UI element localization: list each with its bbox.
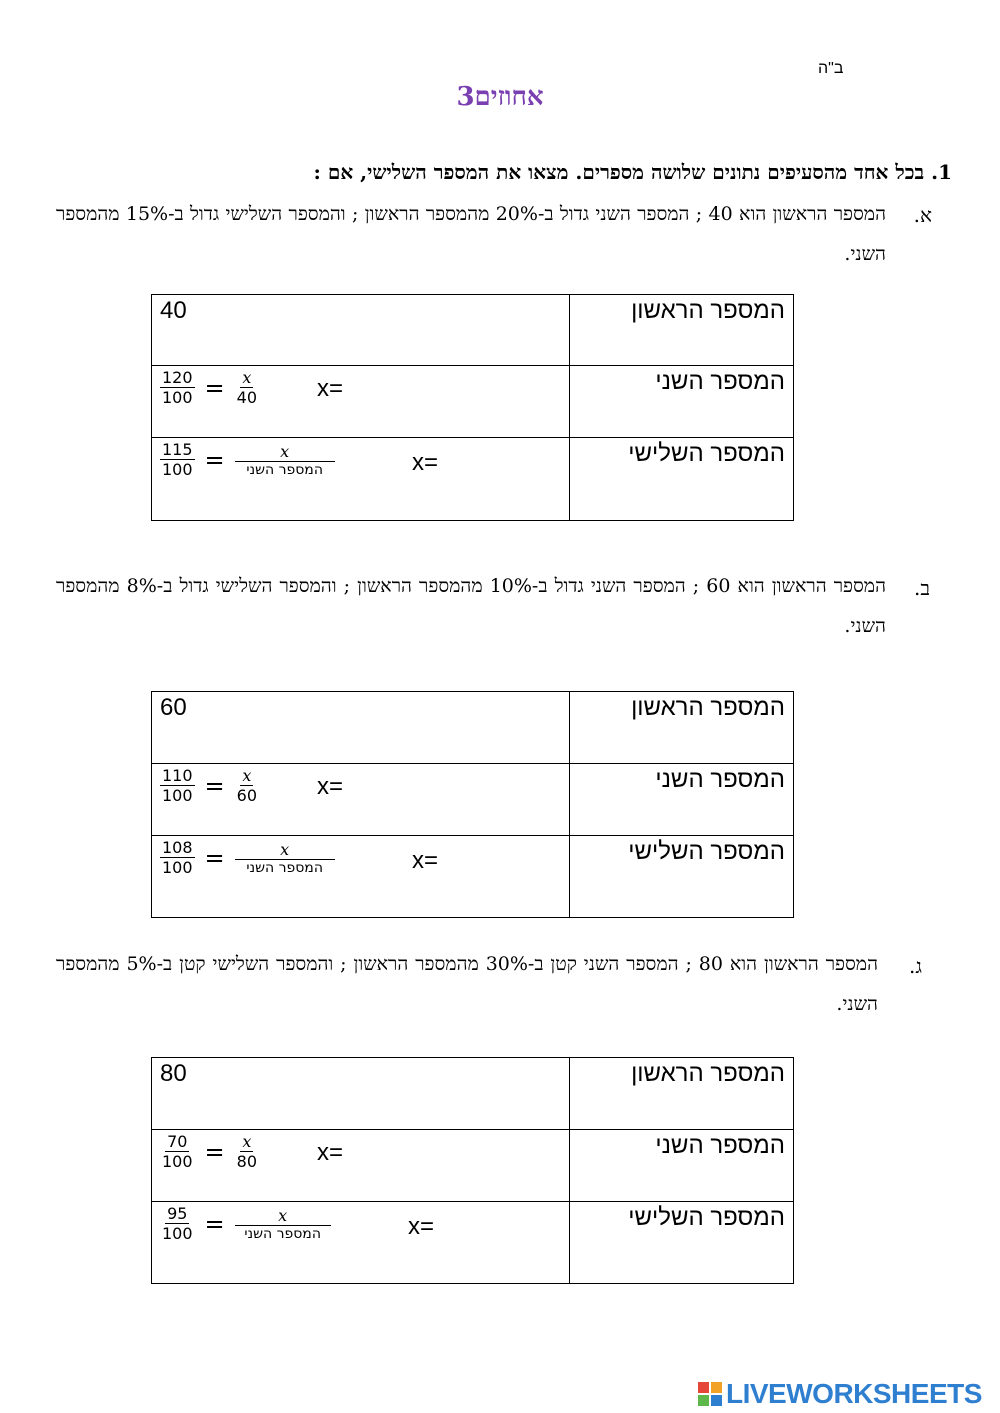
percent-fraction: $\frac{108}{100}$ [162,838,193,877]
first-number-value: 60 [160,694,187,721]
section-c-table [151,1057,794,1284]
third-number-answer-input[interactable]: x= [412,847,439,874]
unknown-fraction: $\frac{x}{\text{המספר השני}}$ [235,1206,331,1242]
second-number-row [152,1130,794,1202]
first-number-label: המספר הראשון [570,692,794,764]
unknown-fraction: $\frac{x}{\text{המספר השני}}$ [235,442,335,478]
first-number-value-cell [152,1058,570,1130]
third-number-answer-input[interactable]: x= [408,1213,435,1240]
second-number-equation [152,366,569,409]
percent-fraction: $\frac{120}{100}$ [162,368,193,407]
unknown-fraction: $\frac{x}{80}$ [236,1132,258,1171]
second-number-value-cell [152,764,570,836]
percent-fraction: $\frac{115}{100}$ [162,440,193,479]
equals-sign: = [204,771,225,800]
percent-fraction: $\frac{110}{100}$ [162,766,193,805]
section-a-text: המספר הראשון הוא 40 ; המספר השני גדול ב-20% מהמספר הראשון ; והמספר השלישי גדול ב-15% מהמספר השני. [56,203,887,265]
second-number-label: המספר השני [570,764,794,836]
second-number-label: המספר השני [570,1130,794,1202]
liveworksheets-logo[interactable] [698,1378,982,1410]
percent-fraction: $\frac{70}{100}$ [162,1132,193,1171]
first-number-value: 40 [160,297,187,324]
equals-sign: = [204,445,225,474]
first-number-row [152,1058,794,1130]
second-number-equation [152,764,569,807]
section-b-table [151,691,794,918]
third-number-equation [152,438,569,481]
first-number-label: המספר הראשון [570,295,794,366]
section-b-letter: ב. [914,576,930,600]
second-number-value-cell [152,366,570,438]
second-number-row [152,366,794,438]
second-number-answer-input[interactable]: x= [317,1139,344,1166]
equals-sign: = [204,1137,225,1166]
third-number-row [152,836,794,918]
first-number-row [152,692,794,764]
equals-sign: = [204,373,225,402]
second-number-answer-input[interactable]: x= [317,375,344,402]
first-number-value-cell [152,295,570,366]
section-a-letter: א. [913,203,932,227]
percent-fraction: $\frac{95}{100}$ [162,1204,193,1243]
first-number-label: המספר הראשון [570,1058,794,1130]
page-title: אחוזים3 [456,82,544,112]
third-number-label: המספר השלישי [570,836,794,918]
third-number-row [152,1202,794,1284]
second-number-equation [152,1130,569,1173]
first-number-value: 80 [160,1060,187,1087]
equals-sign: = [204,1209,225,1238]
equals-sign: = [204,843,225,872]
first-number-row [152,295,794,366]
question-number: 1. [931,160,952,184]
logo-mark-icon [698,1382,722,1406]
section-b-text: המספר הראשון הוא 60 ; המספר השני גדול ב-10% מהמספר הראשון ; והמספר השלישי גדול ב-8% מהמספר השני. [56,575,887,637]
third-number-row [152,438,794,521]
unknown-fraction: $\frac{x}{60}$ [236,766,258,805]
third-number-answer-input[interactable]: x= [412,449,439,476]
section-c-text: המספר הראשון הוא 80 ; המספר השני קטן ב-30% מהמספר הראשון ; והמספר השלישי קטן ב-5% מהמספר השני. [56,953,879,1015]
question-heading [314,160,953,185]
second-number-value-cell [152,1130,570,1202]
second-number-label: המספר השני [570,366,794,438]
first-number-value-cell [152,692,570,764]
logo-text: LIVEWORKSHEETS [726,1378,982,1409]
header-bh: ב"ה [818,60,844,77]
second-number-answer-input[interactable]: x= [317,773,344,800]
third-number-label: המספר השלישי [570,1202,794,1284]
third-number-equation [152,1202,569,1245]
section-a-table [151,294,794,521]
unknown-fraction: $\frac{x}{40}$ [236,368,258,407]
second-number-row [152,764,794,836]
unknown-fraction: $\frac{x}{\text{המספר השני}}$ [235,840,335,876]
section-c-letter: ג. [909,954,922,978]
third-number-value-cell [152,438,570,521]
third-number-value-cell [152,1202,570,1284]
third-number-value-cell [152,836,570,918]
third-number-label: המספר השלישי [570,438,794,521]
third-number-equation [152,836,569,879]
question-text: בכל אחד מהסעיפים נתונים שלושה מספרים. מצאו את המספר השלישי, אם : [313,160,925,184]
